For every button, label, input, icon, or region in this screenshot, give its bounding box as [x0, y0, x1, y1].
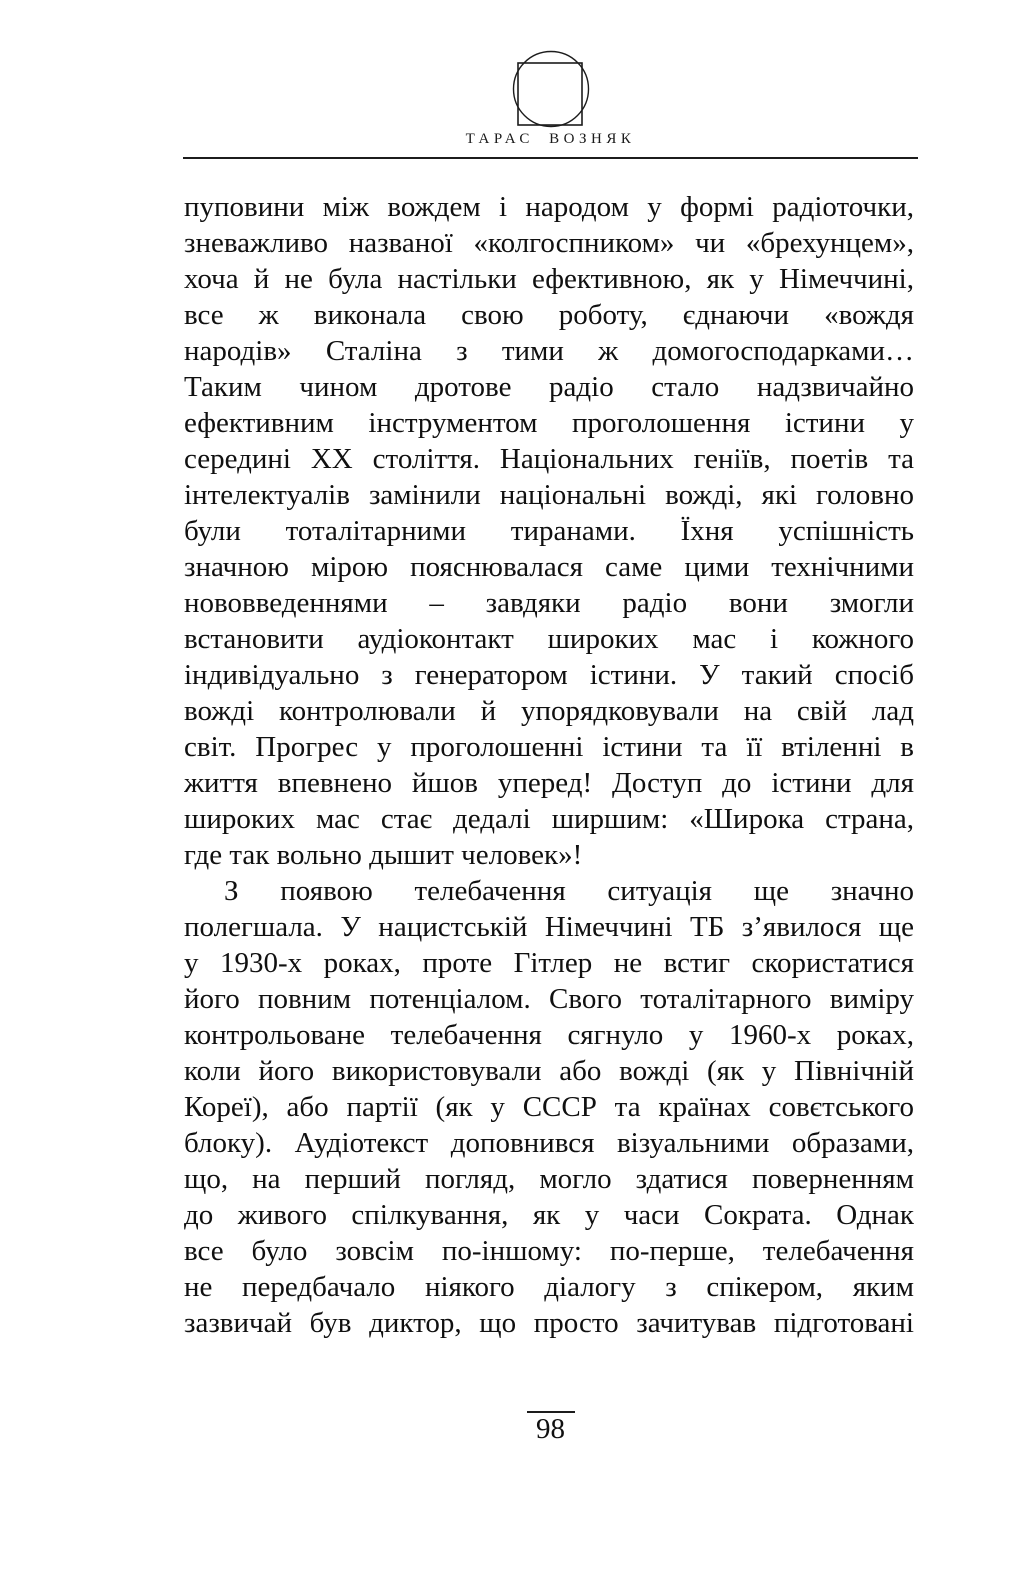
text-line: середині ХХ століття. Національних геніїв, поетів та	[184, 443, 914, 475]
text-line: полегшала. У нацистській Німеччині ТБ з’явилося ще	[184, 911, 914, 943]
text-line: його повним потенціалом. Свого тоталітарного виміру	[184, 983, 914, 1015]
author-name: ТАРАС ВОЗНЯК	[465, 131, 636, 147]
text-line: у 1930-х роках, проте Гітлер не встиг скористатися	[184, 947, 914, 979]
text-line: що, на перший погляд, могло здатися поверненням	[184, 1163, 914, 1195]
text-line: где так вольно дышит человек»!	[184, 839, 583, 871]
text-line: блоку). Аудіотекст доповнився візуальними образами,	[184, 1127, 914, 1159]
text-line: індивідуально з генератором істини. У такий спосіб	[184, 659, 914, 691]
publisher-logo	[510, 48, 592, 130]
text-line: зневажливо названої «колгоспником» чи «брехунцем»,	[184, 227, 914, 259]
text-line: значною мірою пояснювалася саме цими технічними	[184, 551, 914, 583]
square-circle-logo-icon	[510, 48, 592, 130]
text-line: народів» Сталіна з тими ж домогосподарками…	[184, 335, 914, 367]
text-line: зазвичай був диктор, що просто зачитував підготовані	[184, 1307, 914, 1339]
text-line: не передбачало ніякого діалогу з спікером, яким	[184, 1271, 914, 1303]
text-line: вожді контролювали й упорядковували на свій лад	[184, 695, 914, 727]
text-line: коли його використовували або вожді (як у Північній	[184, 1055, 914, 1087]
text-line: до живого спілкування, як у часи Сократа. Однак	[184, 1199, 914, 1231]
page-number: 98	[536, 1413, 565, 1445]
text-line: контрольоване телебачення сягнуло у 1960-х роках,	[184, 1019, 914, 1051]
header-rule	[183, 157, 918, 159]
text-line: З появою телебачення ситуація ще значно	[224, 875, 914, 907]
text-line: ефективним інструментом проголошення істини у	[184, 407, 914, 439]
text-line: встановити аудіоконтакт широких мас і кожного	[184, 623, 914, 655]
text-line: Таким чином дротове радіо стало надзвичайно	[184, 371, 914, 403]
text-line: інтелектуалів замінили національні вожді, які головно	[184, 479, 914, 511]
text-line: Кореї), або партії (як у СССР та країнах совєтського	[184, 1091, 914, 1123]
text-line: широких мас стає дедалі ширшим: «Широка страна,	[184, 803, 914, 835]
text-line: хоча й не була настільки ефективною, як у Німеччині,	[184, 263, 914, 295]
running-header	[183, 131, 918, 148]
text-line: все ж виконала свою роботу, єднаючи «вождя	[184, 299, 914, 331]
text-line: нововведеннями – завдяки радіо вони змогли	[184, 587, 914, 619]
text-line: пуповини між вождем і народом у формі радіоточки,	[184, 191, 914, 223]
text-line: світ. Прогрес у проголошенні істини та її втіленні в	[184, 731, 914, 763]
text-line: все було зовсім по-іншому: по-перше, телебачення	[184, 1235, 914, 1267]
text-line: життя впевнено йшов уперед! Доступ до істини для	[184, 767, 914, 799]
body-text	[184, 189, 914, 1341]
text-line: були тоталітарними тиранами. Їхня успішність	[184, 515, 914, 547]
